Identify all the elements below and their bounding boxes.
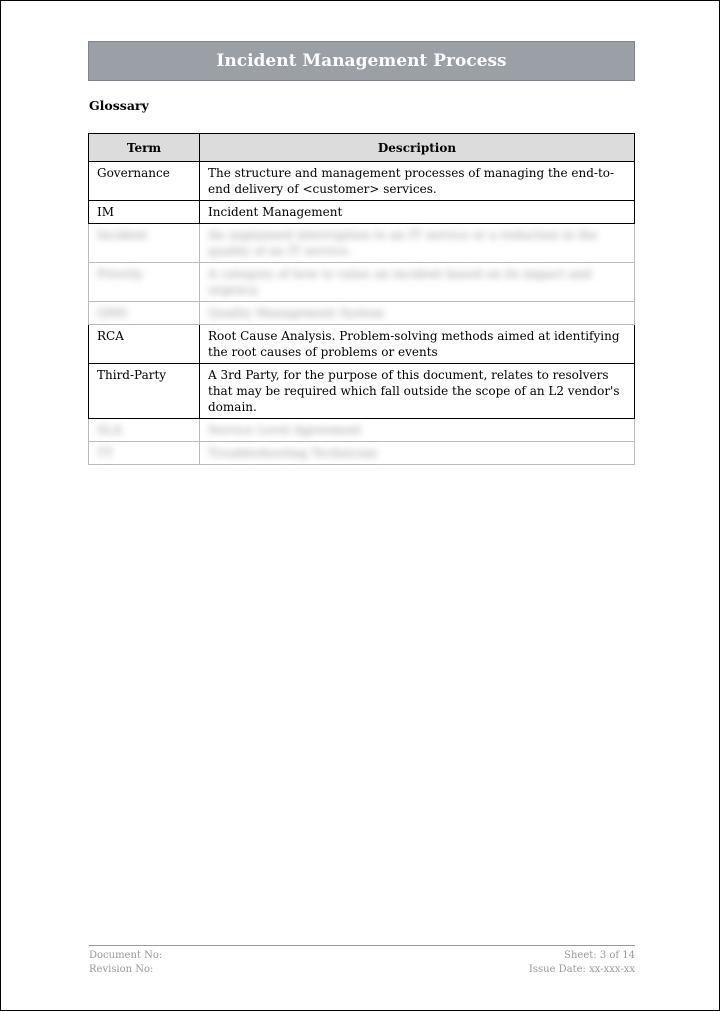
- description-cell: Incident Management: [200, 201, 635, 224]
- term-cell: RCA: [89, 325, 200, 364]
- term-cell: Incident: [89, 224, 200, 263]
- description-cell: Root Cause Analysis. Problem-solving methods aimed at identifying the root causes of problems or events: [200, 325, 635, 364]
- description-cell: An unplanned interruption to an IT service or a reduction in the quality of an IT service.: [200, 224, 635, 263]
- table-row: [89, 364, 635, 419]
- table-row-redacted: [89, 419, 635, 442]
- table-row-redacted: [89, 263, 635, 302]
- page-footer: [89, 945, 635, 977]
- table-row: [89, 162, 635, 201]
- description-cell: A category of how to value an incident based on its impact and urgency.: [200, 263, 635, 302]
- table-row-redacted: [89, 442, 635, 465]
- description-cell: Quality Management System: [200, 302, 635, 325]
- description-cell: A 3rd Party, for the purpose of this document, relates to resolvers that may be required which fall outside the scope of an L2 vendor's domain.: [200, 364, 635, 419]
- term-cell: TT: [89, 442, 200, 465]
- sheet-number: Sheet: 3 of 14: [564, 950, 635, 961]
- table-row: [89, 201, 635, 224]
- title-banner: [88, 41, 635, 81]
- section-heading: Glossary: [89, 98, 149, 113]
- page-title: Incident Management Process: [216, 51, 507, 71]
- description-cell: Service Level Agreement: [200, 419, 635, 442]
- term-cell: Third-Party: [89, 364, 200, 419]
- term-cell: Governance: [89, 162, 200, 201]
- description-cell: Troubleshooting Technician: [200, 442, 635, 465]
- term-cell: QMS: [89, 302, 200, 325]
- document-number-label: Document No:: [89, 950, 163, 961]
- description-cell: The structure and management processes of managing the end-to-end delivery of <customer> services.: [200, 162, 635, 201]
- term-cell: IM: [89, 201, 200, 224]
- column-header-description: Description: [200, 134, 635, 162]
- table-header-row: [89, 134, 635, 162]
- revision-number-label: Revision No:: [89, 964, 154, 975]
- term-cell: SLA: [89, 419, 200, 442]
- term-cell: Priority: [89, 263, 200, 302]
- issue-date: Issue Date: xx-xxx-xx: [528, 964, 635, 975]
- column-header-term: Term: [89, 134, 200, 162]
- table-row-redacted: [89, 224, 635, 263]
- glossary-table: [88, 133, 635, 465]
- table-row: [89, 325, 635, 364]
- table-row-redacted: [89, 302, 635, 325]
